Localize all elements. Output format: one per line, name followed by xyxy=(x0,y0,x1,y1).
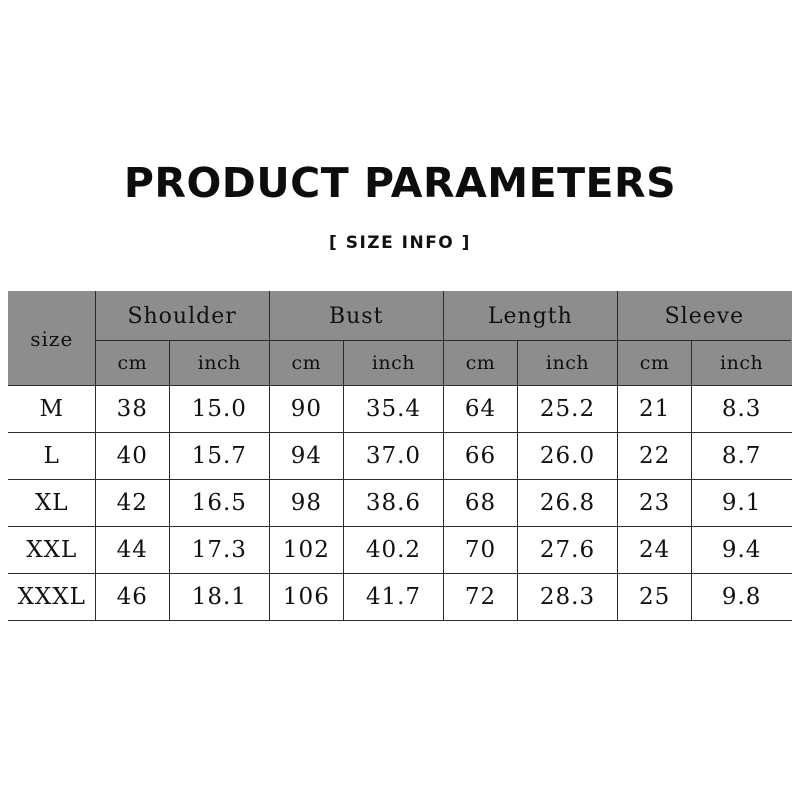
table-row xyxy=(9,527,792,574)
cell-sleeve-inch: 9.8 xyxy=(692,574,792,621)
cell-sleeve-cm: 22 xyxy=(617,433,691,480)
cell-bust-inch: 41.7 xyxy=(344,574,444,621)
unit-shoulder-cm: cm xyxy=(95,341,169,386)
unit-shoulder-inch: inch xyxy=(170,341,270,386)
cell-length-cm: 72 xyxy=(443,574,517,621)
cell-size: XL xyxy=(9,480,96,527)
cell-sleeve-inch: 8.3 xyxy=(692,386,792,433)
column-header-size: size xyxy=(9,292,96,386)
cell-size: XXL xyxy=(9,527,96,574)
cell-length-inch: 27.6 xyxy=(518,527,618,574)
column-group-bust: Bust xyxy=(269,292,443,341)
cell-length-inch: 25.2 xyxy=(518,386,618,433)
unit-length-cm: cm xyxy=(443,341,517,386)
cell-length-inch: 26.0 xyxy=(518,433,618,480)
cell-sleeve-cm: 23 xyxy=(617,480,691,527)
cell-shoulder-cm: 40 xyxy=(95,433,169,480)
cell-shoulder-inch: 16.5 xyxy=(170,480,270,527)
cell-bust-inch: 38.6 xyxy=(344,480,444,527)
column-group-sleeve: Sleeve xyxy=(617,292,791,341)
cell-size: L xyxy=(9,433,96,480)
table-row xyxy=(9,386,792,433)
size-table xyxy=(8,291,792,621)
cell-bust-inch: 40.2 xyxy=(344,527,444,574)
cell-bust-cm: 102 xyxy=(269,527,343,574)
column-group-length: Length xyxy=(443,292,617,341)
cell-length-cm: 66 xyxy=(443,433,517,480)
cell-length-cm: 64 xyxy=(443,386,517,433)
cell-length-cm: 70 xyxy=(443,527,517,574)
cell-sleeve-cm: 24 xyxy=(617,527,691,574)
cell-shoulder-cm: 38 xyxy=(95,386,169,433)
cell-bust-cm: 98 xyxy=(269,480,343,527)
cell-sleeve-cm: 21 xyxy=(617,386,691,433)
table-unit-header-row xyxy=(9,341,792,386)
table-row xyxy=(9,574,792,621)
unit-length-inch: inch xyxy=(518,341,618,386)
cell-bust-inch: 37.0 xyxy=(344,433,444,480)
cell-sleeve-inch: 9.1 xyxy=(692,480,792,527)
page-subtitle: [ SIZE INFO ] xyxy=(329,233,471,253)
table-row xyxy=(9,433,792,480)
cell-sleeve-inch: 9.4 xyxy=(692,527,792,574)
unit-sleeve-cm: cm xyxy=(617,341,691,386)
cell-length-cm: 68 xyxy=(443,480,517,527)
cell-shoulder-inch: 15.0 xyxy=(170,386,270,433)
cell-bust-cm: 94 xyxy=(269,433,343,480)
cell-size: M xyxy=(9,386,96,433)
page-title: PRODUCT PARAMETERS xyxy=(123,159,677,207)
unit-bust-cm: cm xyxy=(269,341,343,386)
table-group-header-row xyxy=(9,292,792,341)
unit-bust-inch: inch xyxy=(344,341,444,386)
cell-shoulder-inch: 18.1 xyxy=(170,574,270,621)
unit-sleeve-inch: inch xyxy=(692,341,792,386)
cell-shoulder-inch: 15.7 xyxy=(170,433,270,480)
cell-bust-cm: 106 xyxy=(269,574,343,621)
cell-length-inch: 28.3 xyxy=(518,574,618,621)
size-table-container xyxy=(8,291,792,621)
cell-length-inch: 26.8 xyxy=(518,480,618,527)
column-group-shoulder: Shoulder xyxy=(95,292,269,341)
cell-shoulder-cm: 42 xyxy=(95,480,169,527)
table-row xyxy=(9,480,792,527)
cell-bust-inch: 35.4 xyxy=(344,386,444,433)
cell-shoulder-inch: 17.3 xyxy=(170,527,270,574)
cell-size: XXXL xyxy=(9,574,96,621)
cell-shoulder-cm: 46 xyxy=(95,574,169,621)
cell-shoulder-cm: 44 xyxy=(95,527,169,574)
cell-sleeve-inch: 8.7 xyxy=(692,433,792,480)
cell-bust-cm: 90 xyxy=(269,386,343,433)
cell-sleeve-cm: 25 xyxy=(617,574,691,621)
